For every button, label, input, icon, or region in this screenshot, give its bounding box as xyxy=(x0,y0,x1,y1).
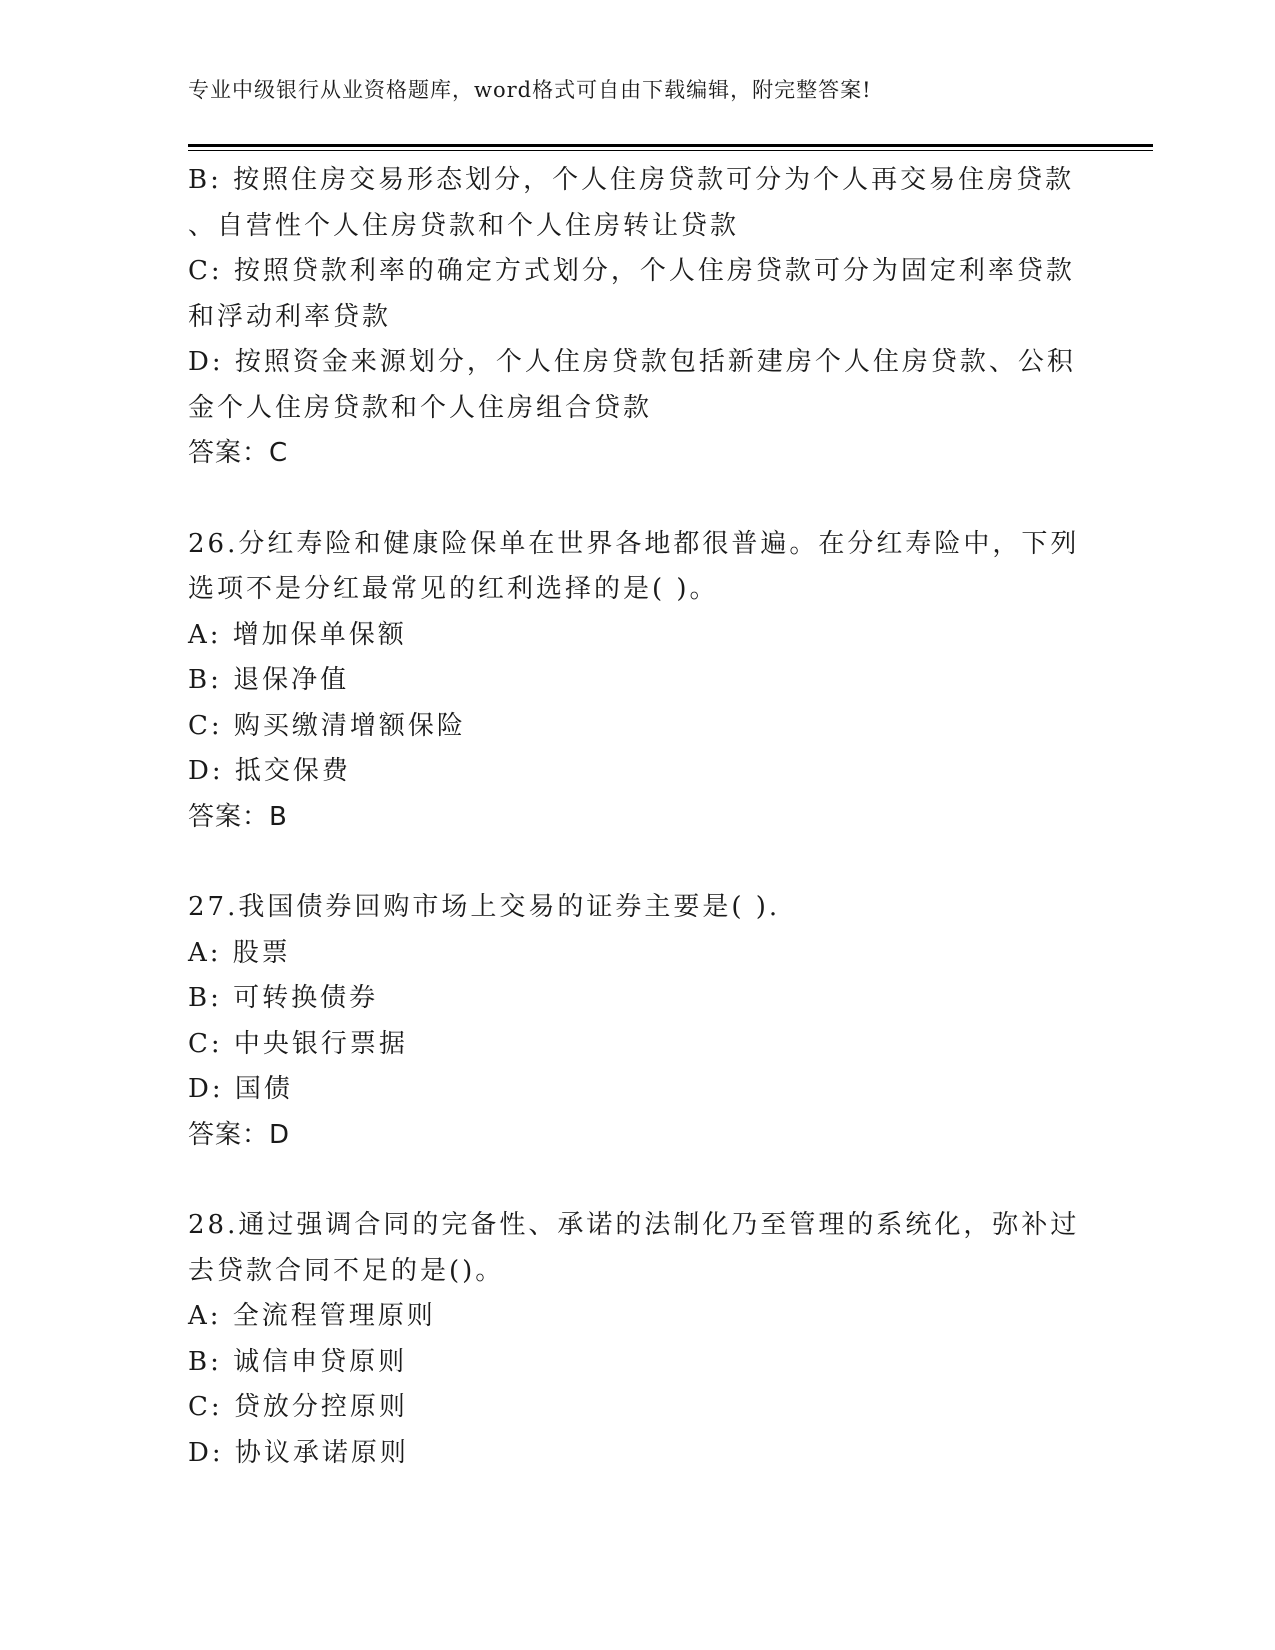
header-rule xyxy=(188,144,1153,147)
option-b: B: 退保净值 xyxy=(188,665,350,695)
option-b-continued: 、自营性个人住房贷款和个人住房转让贷款 xyxy=(188,210,740,241)
option-c: C: 购买缴清增额保险 xyxy=(188,710,466,741)
answer: 答案：D xyxy=(188,1119,291,1150)
option-c: C: 中央银行票据 xyxy=(188,1028,408,1059)
answer: 答案：B xyxy=(188,801,288,832)
question-25-tail xyxy=(188,158,1088,477)
question-stem-continued: 去贷款合同不足的是()。 xyxy=(188,1255,505,1286)
question-stem: 27.我国债券回购市场上交易的证券主要是( ). xyxy=(188,892,781,922)
answer: 答案：C xyxy=(188,438,289,468)
option-a: A: 全流程管理原则 xyxy=(188,1301,436,1331)
option-b: B: 按照住房交易形态划分，个人住房贷款可分为个人再交易住房贷款 xyxy=(188,165,1075,195)
option-a: A: 增加保单保额 xyxy=(188,619,407,650)
question-stem-continued: 选项不是分红最常见的红利选择的是( )。 xyxy=(188,574,719,604)
option-b: B: 可转换债券 xyxy=(188,983,379,1013)
question-28 xyxy=(188,1203,1088,1476)
question-content xyxy=(188,158,1088,1476)
question-stem: 26.分红寿险和健康险保单在世界各地都很普遍。在分红寿险中，下列 xyxy=(188,528,1080,559)
option-b: B: 诚信申贷原则 xyxy=(188,1346,408,1377)
spacer xyxy=(188,840,1088,885)
spacer xyxy=(188,477,1088,522)
spacer xyxy=(188,1158,1088,1203)
option-d: D: 协议承诺原则 xyxy=(188,1437,409,1468)
question-stem: 28.通过强调合同的完备性、承诺的法制化乃至管理的系统化，弥补过 xyxy=(188,1210,1080,1240)
question-27 xyxy=(188,885,1088,1158)
header-rule-thin xyxy=(188,150,1153,151)
option-d-continued: 金个人住房贷款和个人住房组合贷款 xyxy=(188,392,653,423)
option-d: D: 抵交保费 xyxy=(188,756,351,786)
option-a: A: 股票 xyxy=(188,937,291,968)
option-c: C: 贷放分控原则 xyxy=(188,1392,408,1422)
question-26 xyxy=(188,522,1088,841)
option-c: C: 按照贷款利率的确定方式划分，个人住房贷款可分为固定利率贷款 xyxy=(188,256,1075,286)
option-c-continued: 和浮动利率贷款 xyxy=(188,301,392,332)
page-header: 专业中级银行从业资格题库，word格式可自由下载编辑，附完整答案! xyxy=(188,78,872,102)
option-d: D: 按照资金来源划分，个人住房贷款包括新建房个人住房贷款、公积 xyxy=(188,347,1076,377)
option-d: D: 国债 xyxy=(188,1074,293,1104)
